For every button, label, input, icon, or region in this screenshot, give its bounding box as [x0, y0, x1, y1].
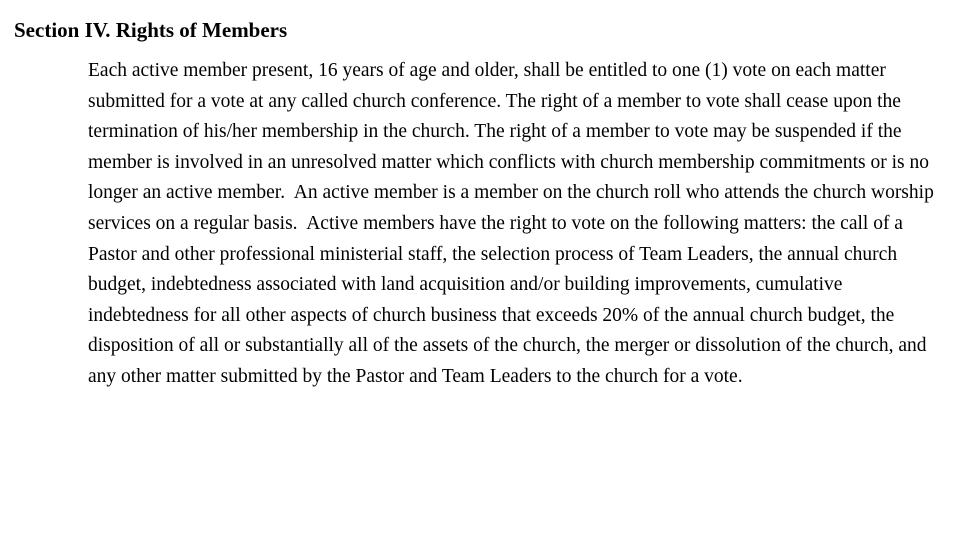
section-heading: Section IV. Rights of Members	[14, 18, 288, 42]
body-paragraph: Each active member present, 16 years of age and older, shall be entitled to one (1) vote on each matter submitted for a vote at any called church conference. The right of a member to vote shall cease upon the termination of his/her membership in the church. The right of a member to vote may be suspended if the member is involved in an unresolved matter which conflicts with church membership commitments or is no longer an active member. An active member is a member on the church roll who attends the church worship services on a regular basis. Active members have the right to vote on the following matters: the call of a Pastor and other professional ministerial staff, the selection process of Team Leaders, the annual church budget, indebtedness associated with land acquisition and/or building improvements, cumulative indebtedness for all other aspects of church business that exceeds 20% of the annual church budget, the disposition of all or substantially all of the assets of the church, the merger or dissolution of the church, and any other matter submitted by the Pastor and Team Leaders to the church for a vote.	[88, 60, 939, 387]
